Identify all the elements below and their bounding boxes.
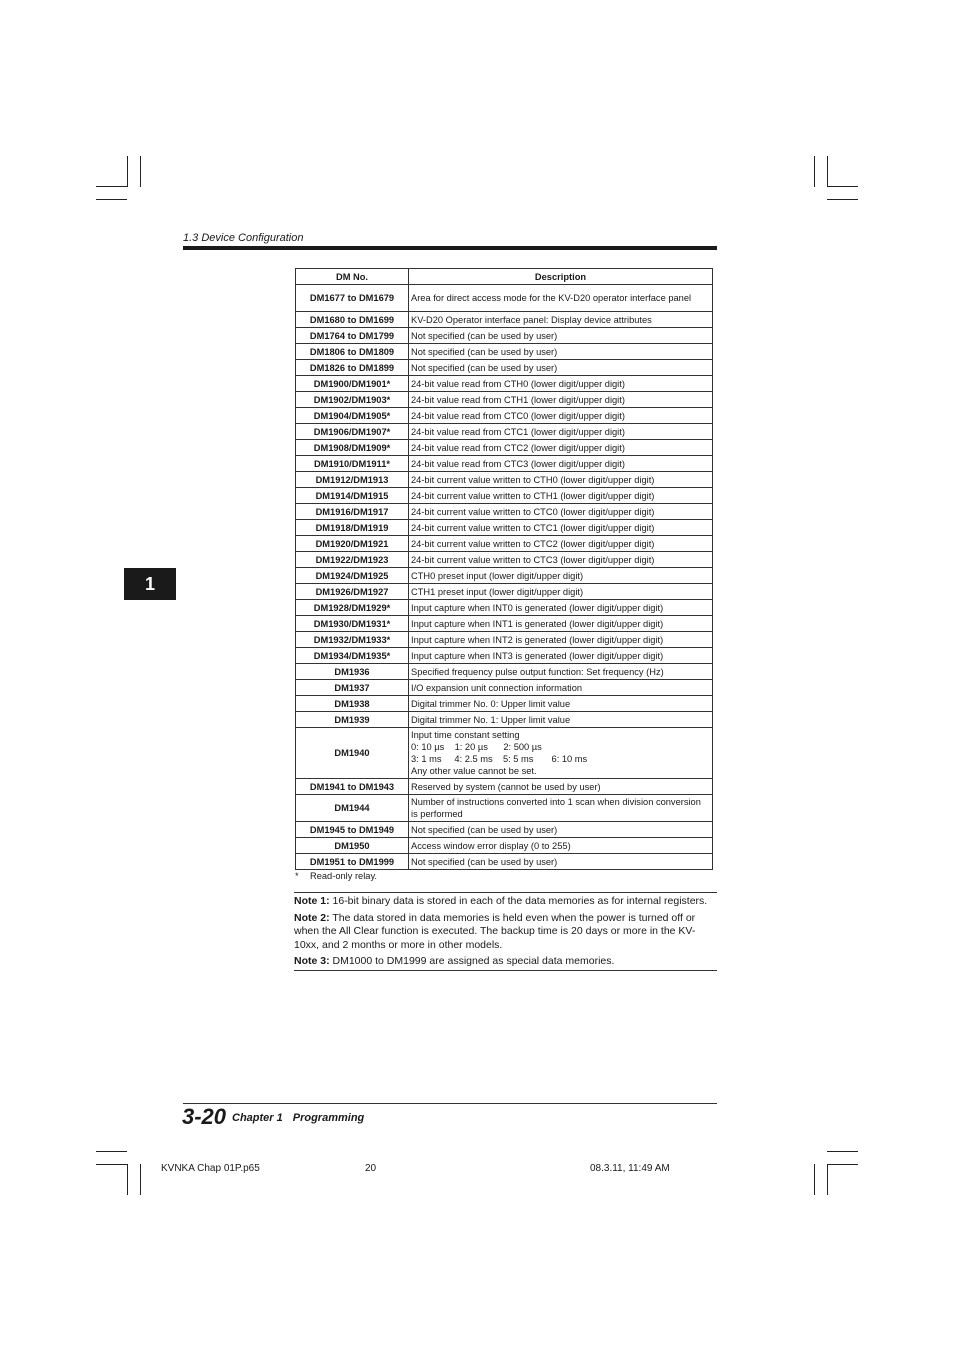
description-cell: Area for direct access mode for the KV-D20 operator interface panel <box>409 285 713 312</box>
description-cell: Access window error display (0 to 255) <box>409 838 713 854</box>
description-cell: Not specified (can be used by user) <box>409 854 713 870</box>
description-cell: Not specified (can be used by user) <box>409 360 713 376</box>
description-line: 0: 10 µs 1: 20 µs 2: 500 µs <box>411 742 542 752</box>
column-header-description: Description <box>409 269 713 285</box>
note-text: 16-bit binary data is stored in each of the data memories as for internal registers. <box>329 895 708 907</box>
dm-no-cell: DM1764 to DM1799 <box>296 328 409 344</box>
table-row <box>296 504 713 520</box>
slug-file: KVNKA Chap 01P.p65 <box>161 1163 260 1174</box>
table-row <box>296 822 713 838</box>
table-row <box>296 795 713 822</box>
dm-no-cell: DM1930/DM1931* <box>296 616 409 632</box>
table-row <box>296 424 713 440</box>
dm-no-cell: DM1940 <box>296 728 409 779</box>
dm-no-cell: DM1922/DM1923 <box>296 552 409 568</box>
dm-no-cell: DM1916/DM1917 <box>296 504 409 520</box>
table-row <box>296 728 713 779</box>
notes-top-rule <box>294 892 717 893</box>
crop-mark <box>96 1151 127 1152</box>
dm-no-cell: DM1924/DM1925 <box>296 568 409 584</box>
dm-table <box>295 268 713 870</box>
description-cell: CTH1 preset input (lower digit/upper digit) <box>409 584 713 600</box>
table-row <box>296 285 713 312</box>
crop-mark <box>140 1164 141 1195</box>
dm-no-cell: DM1918/DM1919 <box>296 520 409 536</box>
note-label: Note 2: <box>294 911 330 924</box>
table-row <box>296 456 713 472</box>
dm-no-cell: DM1950 <box>296 838 409 854</box>
description-cell: KV-D20 Operator interface panel: Display device attributes <box>409 312 713 328</box>
table-row <box>296 552 713 568</box>
table-row <box>296 616 713 632</box>
dm-no-cell: DM1826 to DM1899 <box>296 360 409 376</box>
table-row <box>296 680 713 696</box>
description-cell: 24-bit value read from CTC1 (lower digit/upper digit) <box>409 424 713 440</box>
chapter-title: Programming <box>292 1112 365 1124</box>
description-cell: 24-bit value read from CTC2 (lower digit/upper digit) <box>409 440 713 456</box>
description-cell: Reserved by system (cannot be used by user) <box>409 779 713 795</box>
table-row <box>296 408 713 424</box>
table-row <box>296 779 713 795</box>
note-label: Note 3: <box>294 955 330 968</box>
note-2 <box>294 912 717 953</box>
crop-mark <box>827 1151 858 1152</box>
crop-mark <box>827 1164 828 1195</box>
description-cell: 24-bit current value written to CTH0 (lower digit/upper digit) <box>409 472 713 488</box>
description-cell: Input capture when INT1 is generated (lower digit/upper digit) <box>409 616 713 632</box>
description-cell: CTH0 preset input (lower digit/upper digit) <box>409 568 713 584</box>
dm-no-cell: DM1908/DM1909* <box>296 440 409 456</box>
section-rule <box>183 246 717 250</box>
table-row <box>296 664 713 680</box>
description-cell: 24-bit current value written to CTC1 (lower digit/upper digit) <box>409 520 713 536</box>
section-title: 1.3 Device Configuration <box>183 232 304 244</box>
table-row <box>296 328 713 344</box>
dm-no-cell: DM1932/DM1933* <box>296 632 409 648</box>
description-cell: Not specified (can be used by user) <box>409 328 713 344</box>
dm-no-cell: DM1904/DM1905* <box>296 408 409 424</box>
chapter-label <box>232 1112 374 1124</box>
table-row <box>296 472 713 488</box>
footnote-mark: * <box>295 871 299 881</box>
crop-mark <box>96 199 127 200</box>
table-row <box>296 392 713 408</box>
description-cell: I/O expansion unit connection information <box>409 680 713 696</box>
table-row <box>296 568 713 584</box>
dm-table-body <box>296 285 713 870</box>
table-row <box>296 440 713 456</box>
description-cell: Input capture when INT0 is generated (lower digit/upper digit) <box>409 600 713 616</box>
crop-mark <box>814 156 815 187</box>
footnote-text: Read-only relay. <box>310 871 378 881</box>
dm-no-cell: DM1926/DM1927 <box>296 584 409 600</box>
table-row <box>296 584 713 600</box>
description-cell <box>409 728 713 779</box>
crop-mark <box>827 1164 858 1165</box>
slug-timestamp: 08.3.11, 11:49 AM <box>590 1163 670 1174</box>
dm-no-cell: DM1806 to DM1809 <box>296 344 409 360</box>
dm-no-cell: DM1910/DM1911* <box>296 456 409 472</box>
crop-mark <box>127 1164 128 1195</box>
crop-mark <box>827 199 858 200</box>
dm-no-cell: DM1920/DM1921 <box>296 536 409 552</box>
crop-mark <box>140 156 141 187</box>
table-row <box>296 488 713 504</box>
description-cell: 24-bit value read from CTC3 (lower digit/upper digit) <box>409 456 713 472</box>
table-row <box>296 536 713 552</box>
table-row <box>296 344 713 360</box>
dm-no-cell: DM1934/DM1935* <box>296 648 409 664</box>
description-cell: Not specified (can be used by user) <box>409 344 713 360</box>
description-cell: Specified frequency pulse output function: Set frequency (Hz) <box>409 664 713 680</box>
dm-no-cell: DM1944 <box>296 795 409 822</box>
dm-no-cell: DM1906/DM1907* <box>296 424 409 440</box>
table-row <box>296 854 713 870</box>
table-row <box>296 696 713 712</box>
table-row <box>296 376 713 392</box>
table-row <box>296 600 713 616</box>
description-cell: 24-bit current value written to CTC2 (lower digit/upper digit) <box>409 536 713 552</box>
description-cell: 24-bit value read from CTH1 (lower digit/upper digit) <box>409 392 713 408</box>
table-row <box>296 632 713 648</box>
note-1 <box>294 895 717 909</box>
dm-no-cell: DM1945 to DM1949 <box>296 822 409 838</box>
crop-mark <box>827 156 828 187</box>
note-text: The data stored in data memories is held even when the power is turned off or when the All Clear function is executed. The backup time is 20 days or more in the KV-10xx, and 2 months or more in other models. <box>294 911 696 951</box>
description-line: Any other value cannot be set. <box>411 766 537 776</box>
dm-no-cell: DM1939 <box>296 712 409 728</box>
description-cell: 24-bit current value written to CTC0 (lower digit/upper digit) <box>409 504 713 520</box>
page-number: 3-20 <box>182 1104 227 1129</box>
footnote <box>295 871 377 881</box>
dm-no-cell: DM1941 to DM1943 <box>296 779 409 795</box>
notes-bottom-rule <box>294 970 717 971</box>
description-cell: Not specified (can be used by user) <box>409 822 713 838</box>
description-cell: Digital trimmer No. 1: Upper limit value <box>409 712 713 728</box>
description-line: 3: 1 ms 4: 2.5 ms 5: 5 ms 6: 10 ms <box>411 754 588 764</box>
description-cell: 24-bit value read from CTC0 (lower digit/upper digit) <box>409 408 713 424</box>
description-cell: 24-bit current value written to CTH1 (lower digit/upper digit) <box>409 488 713 504</box>
table-row <box>296 648 713 664</box>
dm-no-cell: DM1938 <box>296 696 409 712</box>
chapter-number: Chapter 1 <box>232 1112 283 1124</box>
dm-no-cell: DM1677 to DM1679 <box>296 285 409 312</box>
description-cell: Input capture when INT3 is generated (lower digit/upper digit) <box>409 648 713 664</box>
description-cell: 24-bit current value written to CTC3 (lower digit/upper digit) <box>409 552 713 568</box>
table-row <box>296 838 713 854</box>
description-cell: Input capture when INT2 is generated (lower digit/upper digit) <box>409 632 713 648</box>
table-row <box>296 312 713 328</box>
note-label: Note 1: <box>294 895 330 907</box>
dm-no-cell: DM1914/DM1915 <box>296 488 409 504</box>
crop-mark <box>827 186 858 187</box>
dm-no-cell: DM1936 <box>296 664 409 680</box>
crop-mark <box>96 1164 127 1165</box>
description-cell: Digital trimmer No. 0: Upper limit value <box>409 696 713 712</box>
note-3 <box>294 955 717 969</box>
slug-page: 20 <box>365 1163 377 1174</box>
column-header-dm-no: DM No. <box>296 269 409 285</box>
crop-mark <box>96 186 127 187</box>
note-text: DM1000 to DM1999 are assigned as special data memories. <box>329 955 615 968</box>
dm-no-cell: DM1928/DM1929* <box>296 600 409 616</box>
dm-no-cell: DM1912/DM1913 <box>296 472 409 488</box>
dm-no-cell: DM1951 to DM1999 <box>296 854 409 870</box>
description-cell: Number of instructions converted into 1 scan when division conversion is performed <box>409 795 713 822</box>
dm-no-cell: DM1937 <box>296 680 409 696</box>
footer-rule <box>183 1103 717 1104</box>
dm-no-cell: DM1902/DM1903* <box>296 392 409 408</box>
crop-mark <box>814 1164 815 1195</box>
dm-no-cell: DM1680 to DM1699 <box>296 312 409 328</box>
crop-mark <box>127 156 128 187</box>
chapter-tab: 1 <box>124 568 176 600</box>
dm-no-cell: DM1900/DM1901* <box>296 376 409 392</box>
table-row <box>296 360 713 376</box>
table-row <box>296 520 713 536</box>
notes-block <box>294 892 717 971</box>
description-cell: 24-bit value read from CTH0 (lower digit/upper digit) <box>409 376 713 392</box>
table-row <box>296 712 713 728</box>
description-line: Input time constant setting <box>411 730 520 740</box>
